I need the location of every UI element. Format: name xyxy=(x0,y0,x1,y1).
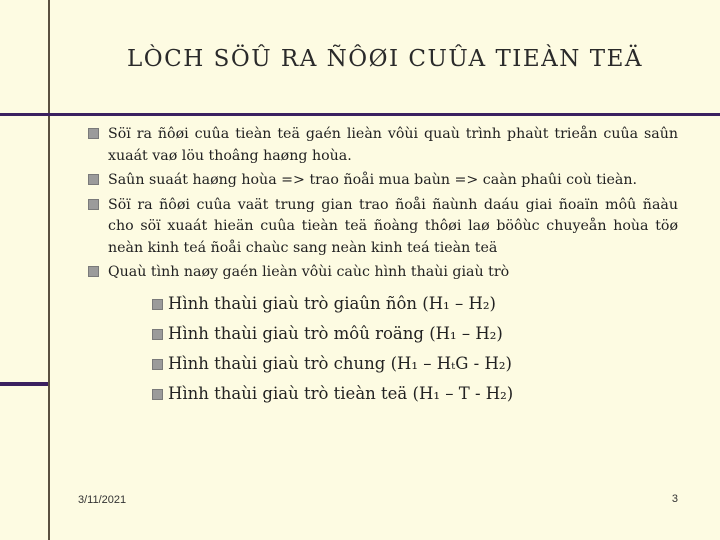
bullet-item xyxy=(88,124,678,167)
square-bullet-icon xyxy=(88,174,99,185)
square-bullet-icon xyxy=(88,199,99,210)
sub-bullet-text: Hình thaùi giaù trò môû roäng (H₁ – H₂) xyxy=(168,323,503,343)
square-bullet-icon xyxy=(88,128,99,139)
square-bullet-icon xyxy=(152,329,163,340)
sub-bullet-list xyxy=(88,289,678,409)
sub-bullet-item xyxy=(140,289,678,319)
page-number: 3 xyxy=(671,493,678,505)
sub-bullet-item xyxy=(140,349,678,379)
slide-title: LÒCH SÖÛ RA ÑÔØI CUÛA TIEÀN TEÄ xyxy=(127,46,643,72)
footer-date: 3/11/2021 xyxy=(78,494,127,506)
square-bullet-icon xyxy=(88,266,99,277)
sub-bullet-text: Hình thaùi giaù trò chung (H₁ – HₜG - H₂) xyxy=(168,353,512,373)
bullet-text: Quaù tình naøy gaén lieàn vôùi caùc hình thaùi giaù trò xyxy=(108,264,510,280)
sub-bullet-item xyxy=(140,319,678,349)
slide-content xyxy=(88,124,678,409)
square-bullet-icon xyxy=(152,359,163,370)
bullet-item xyxy=(88,262,678,284)
sub-bullet-text: Hình thaùi giaù trò giaûn ñôn (H₁ – H₂) xyxy=(168,293,496,313)
sub-bullet-item xyxy=(140,379,678,409)
sub-bullet-text: Hình thaùi giaù trò tieàn teä (H₁ – T - H₂) xyxy=(168,383,514,403)
bullet-text: Söï ra ñôøi cuûa tieàn teä gaén lieàn vôùi quaù trình phaùt trieån cuûa saûn xuaát vaø löu thoâng haøng hoùa. xyxy=(108,126,678,164)
bullet-text: Söï ra ñôøi cuûa vaät trung gian trao ñoåi ñaùnh daáu giai ñoaïn môû ñaàu cho söï xuaát hieän cuûa tieàn teä ñoàng thôøi laø böôùc chuyeån hoùa töø neàn kinh teá ñoåi chaùc sang neàn kinh teá tieàn teä xyxy=(108,196,678,256)
left-border-bar xyxy=(0,0,50,540)
square-bullet-icon xyxy=(152,389,163,400)
bullet-text: Saûn suaát haøng hoùa => trao ñoåi mua baùn => caàn phaûi coù tieàn. xyxy=(108,172,638,188)
left-accent-stripe xyxy=(0,382,48,386)
title-divider xyxy=(0,113,720,116)
square-bullet-icon xyxy=(152,299,163,310)
bullet-item xyxy=(88,170,678,192)
bullet-item xyxy=(88,195,678,260)
